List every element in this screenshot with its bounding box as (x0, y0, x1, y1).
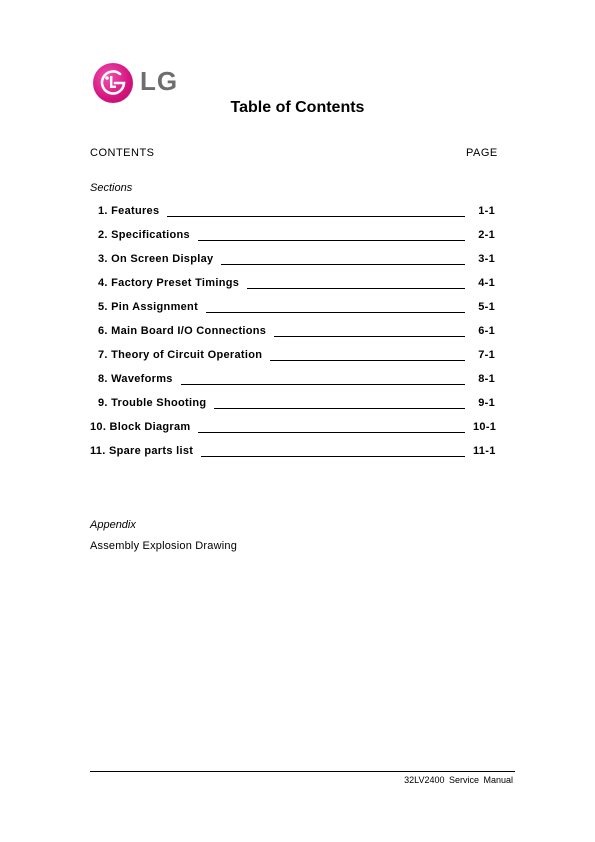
toc-entry-trouble-shooting[interactable] (90, 396, 495, 420)
toc-entry-label: 7. Theory of Circuit Operation (98, 349, 263, 361)
toc-entry-page: 5-1 (478, 301, 495, 313)
toc-entry-label: 4. Factory Preset Timings (98, 277, 240, 289)
footer-manual-title: 32LV2400 Service Manual (404, 775, 513, 785)
toc-leader-line (167, 204, 465, 217)
sections-label: Sections (90, 182, 133, 194)
contents-header: CONTENTS (90, 147, 155, 159)
toc-entry-block-diagram[interactable] (90, 420, 495, 444)
toc-entry-spare-parts-list[interactable] (90, 444, 495, 468)
page-title: Table of Contents (230, 99, 365, 116)
toc-entry-page: 1-1 (478, 205, 495, 217)
toc-list (90, 204, 495, 468)
toc-entry-label: 2. Specifications (98, 229, 190, 241)
toc-entry-label: 5. Pin Assignment (98, 301, 199, 313)
toc-leader-line (198, 228, 465, 241)
toc-entry-page: 6-1 (478, 325, 495, 337)
toc-entry-waveforms[interactable] (90, 372, 495, 396)
toc-entry-page: 3-1 (478, 253, 495, 265)
toc-leader-line (181, 372, 465, 385)
toc-entry-specifications[interactable] (90, 228, 495, 252)
toc-entry-page: 8-1 (478, 373, 495, 385)
toc-entry-page: 4-1 (478, 277, 495, 289)
toc-leader-line (201, 444, 465, 457)
toc-entry-page: 7-1 (478, 349, 495, 361)
toc-entry-label: 10. Block Diagram (90, 421, 191, 433)
toc-leader-line (206, 300, 465, 313)
toc-entry-pin-assignment[interactable] (90, 300, 495, 324)
lg-logo-mark (93, 63, 133, 103)
toc-leader-line (214, 396, 465, 409)
toc-entry-label: 8. Waveforms (98, 373, 173, 385)
lg-logo-text: LG (140, 66, 179, 96)
toc-leader-line (274, 324, 465, 337)
toc-entry-label: 3. On Screen Display (98, 253, 214, 265)
toc-leader-line (198, 420, 465, 433)
toc-leader-line (247, 276, 465, 289)
toc-entry-on-screen-display[interactable] (90, 252, 495, 276)
page-header: PAGE (466, 147, 498, 159)
toc-entry-factory-preset-timings[interactable] (90, 276, 495, 300)
toc-entry-features[interactable] (90, 204, 495, 228)
toc-leader-line (270, 348, 465, 361)
toc-entry-main-board-io[interactable] (90, 324, 495, 348)
toc-entry-theory-of-circuit[interactable] (90, 348, 495, 372)
appendix-label: Appendix (90, 519, 136, 531)
toc-entry-page: 10-1 (473, 421, 497, 433)
lg-logo (93, 63, 193, 103)
appendix-item-assembly-explosion-drawing[interactable]: Assembly Explosion Drawing (90, 540, 238, 552)
toc-entry-label: 6. Main Board I/O Connections (98, 325, 267, 337)
toc-entry-page: 9-1 (478, 397, 495, 409)
toc-entry-label: 1. Features (98, 205, 160, 217)
toc-entry-label: 9. Trouble Shooting (98, 397, 207, 409)
toc-entry-page: 11-1 (473, 445, 496, 457)
footer-divider (90, 771, 515, 772)
toc-entry-label: 11. Spare parts list (90, 445, 194, 457)
toc-entry-page: 2-1 (478, 229, 495, 241)
toc-leader-line (221, 252, 465, 265)
